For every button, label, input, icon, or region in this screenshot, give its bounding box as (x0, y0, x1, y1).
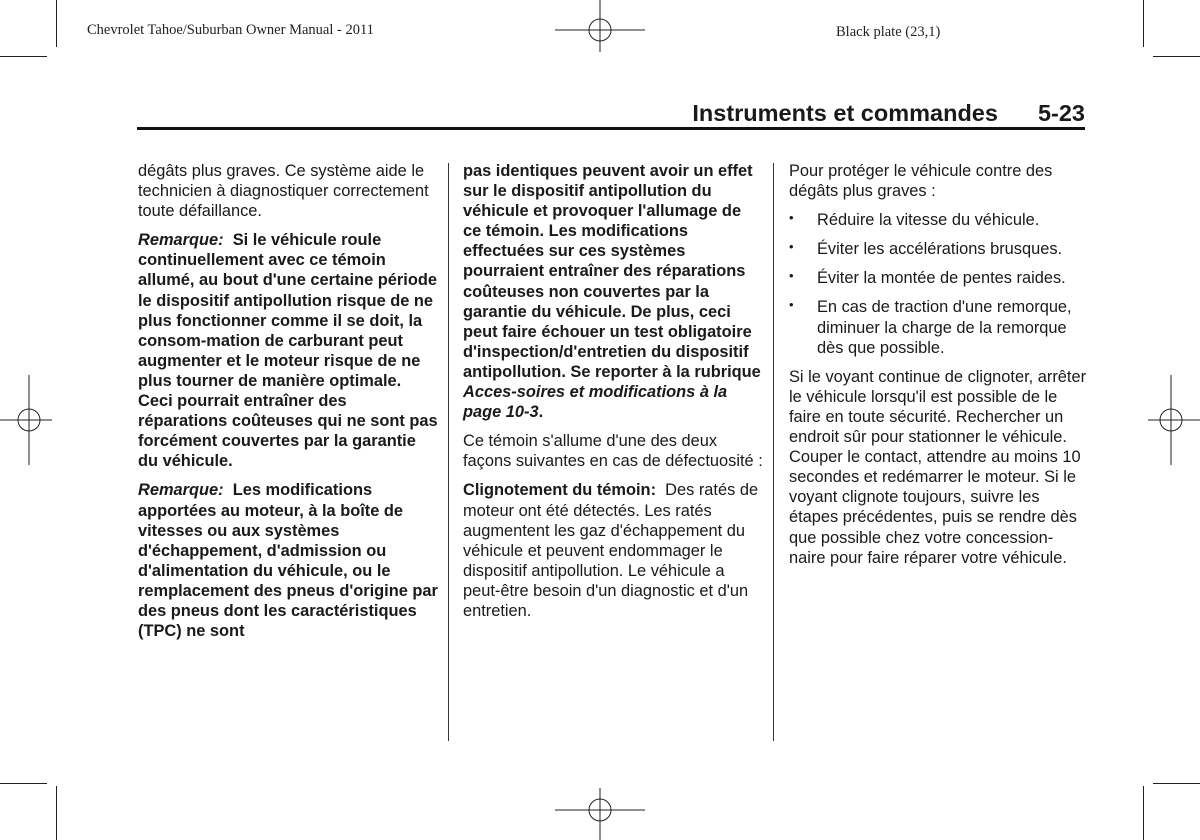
list-item-text: Éviter les accélérations brusques. (817, 240, 1063, 259)
note-continuation (463, 161, 763, 422)
crop-mark-bottom-left-v (56, 786, 57, 840)
paragraph: Ce témoin s'allume d'une des deux façons suivantes en cas de défectuosité : (463, 432, 763, 471)
crop-mark-top-right-v (1143, 0, 1144, 47)
list-item (789, 239, 1089, 259)
paragraph: dégâts plus graves. Ce système aide le technicien à diagnostiquer correctement toute défaillance. (138, 162, 429, 221)
bullet-icon: • (789, 268, 794, 284)
note-paragraph (138, 230, 438, 471)
run-in-heading: Clignotement du témoin: (463, 481, 657, 500)
text-column-1 (138, 161, 438, 650)
note-paragraph (138, 480, 438, 641)
crop-mark-bottom-right-h (1153, 783, 1200, 784)
crop-mark-top-left-v (56, 0, 57, 47)
list-item (789, 268, 1089, 288)
paragraph: Pour protéger le véhicule contre des dégâts plus graves : (789, 162, 1053, 201)
note-text: Les modifications apportées au moteur, à la boîte de vitesses ou aux systèmes d'échappement, d'admission ou d'alimentation du véhicule, ou le remplacement des pneus d'origine par des pneus dont les caractéristiques (TPC) ne sont (138, 481, 438, 641)
page-header (640, 100, 1085, 127)
text-column-2 (463, 161, 763, 630)
list-item (789, 210, 1089, 230)
crop-mark-top-left-h (0, 56, 47, 57)
crop-mark-bottom-right-v (1143, 786, 1144, 840)
list-item-text: Éviter la montée de pentes raides. (817, 269, 1066, 288)
cross-reference: Acces-soires et modifications à la page 10-3 (463, 383, 728, 422)
paragraph: Si le voyant continue de clignoter, arrêter le véhicule lorsqu'il est possible de le faire en toute sécurité. Rechercher un endroit sûr pour stationner le véhicule. Couper le contact, attendre au moins 10 secondes et redémarrer le moteur. Si le voyant clignote toujours, suivre les étapes précédentes, puis se rendre dès que possible chez votre concession-naire pour faire réparer votre véhicule. (789, 367, 1087, 567)
list-item (789, 297, 1089, 357)
paragraph (463, 480, 763, 621)
note-label: Remarque: (138, 481, 224, 500)
bullet-icon: • (789, 239, 794, 255)
bullet-icon: • (789, 297, 794, 313)
list-item-text: Réduire la vitesse du véhicule. (817, 211, 1040, 230)
plate-info-plate-number: Black plate (23,1) (836, 24, 941, 40)
text-column-3 (789, 161, 1089, 577)
note-end: . (538, 403, 544, 422)
note-label: Remarque: (138, 231, 224, 250)
crop-mark-top-right-h (1153, 56, 1200, 57)
note-text: pas identiques peuvent avoir un effet sur le dispositif antipollution du véhicule et provoquer l'allumage de ce témoin. Les modifications effectuées sur ces systèmes pourraient entraîner des réparations coûteuses non couvertes par la garantie du véhicule. De plus, ceci peut faire échouer un test obligatoire d'inspection/d'entretien du dispositif antipollution. Se reporter à la rubrique (463, 162, 761, 381)
header-rule (137, 127, 1085, 130)
registration-mark-right (1148, 375, 1200, 465)
crop-mark-bottom-left-h (0, 783, 47, 784)
column-divider (773, 163, 774, 741)
page-number: 5-23 (1037, 100, 1085, 126)
registration-mark-top (555, 0, 645, 52)
column-divider (448, 163, 449, 741)
paragraph-text: Des ratés de moteur ont été détectés. Les ratés augmentent les gaz d'échappement du véhicule et peuvent endommager le dispositif antipollution. Le véhicule a peut-être besoin d'un diagnostic et d'un entretien. (463, 481, 759, 620)
note-text: Si le véhicule roule continuellement avec ce témoin allumé, au bout d'une certaine période le dispositif antipollution risque de ne plus fonctionner comme il se doit, la consom-mation de carburant peut augmenter et le moteur risque de ne plus tourner de manière optimale. Ceci pourrait entraîner des réparations coûteuses qui ne sont pas forcément couvertes par la garantie du véhicule. (138, 231, 438, 471)
bullet-icon: • (789, 210, 794, 226)
section-title: Instruments et commandes (692, 100, 998, 126)
bullet-list (789, 210, 1089, 358)
list-item-text: En cas de traction d'une remorque, diminuer la charge de la remorque dès que possible. (817, 298, 1072, 357)
registration-mark-bottom (555, 788, 645, 840)
plate-info-manual-title: Chevrolet Tahoe/Suburban Owner Manual - 2011 (87, 22, 374, 38)
registration-mark-left (0, 375, 52, 465)
